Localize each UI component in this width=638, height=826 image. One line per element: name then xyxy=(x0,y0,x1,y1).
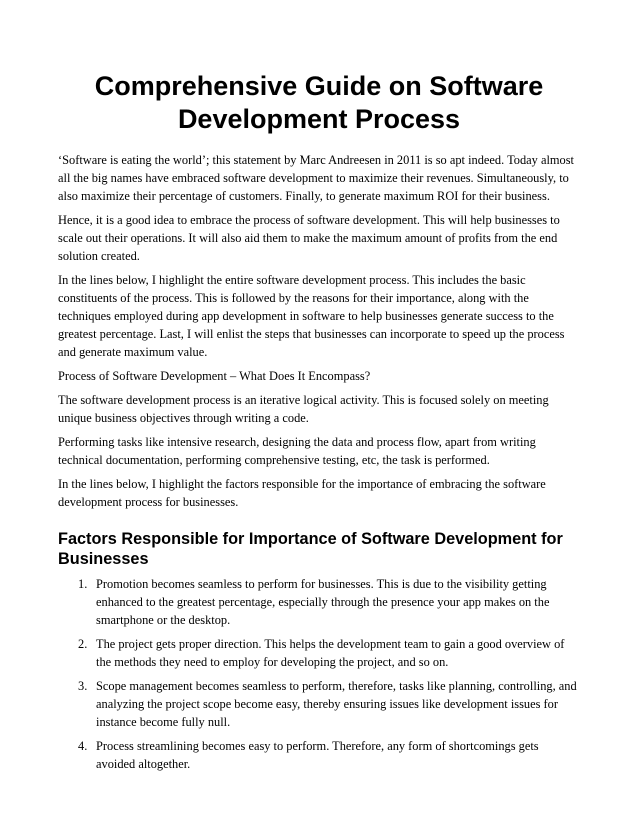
paragraph-definition: The software development process is an iterative logical activity. This is focused solely on meeting unique business objectives through writing a code. xyxy=(58,393,549,425)
list-item-text: The project gets proper direction. This helps the development team to gain a good overview of the methods they need to employ for developing the project, and so on. xyxy=(96,637,565,669)
paragraph-overview: In the lines below, I highlight the entire software development process. This includes the basic constituents of the process. This is followed by the reasons for their importance, along with the techniques employed during app development in software to help businesses generate success to the greatest percentage. Last, I will enlist the steps that businesses can incorporate to speed up the process and generate maximum value. xyxy=(58,273,565,359)
list-item xyxy=(78,575,580,629)
document-title: Comprehensive Guide on Software Development Process xyxy=(94,71,544,134)
paragraph-factors-intro: In the lines below, I highlight the factors responsible for the importance of embracing the software development process for businesses. xyxy=(58,477,546,509)
list-item xyxy=(78,635,580,671)
list-item-number: 1. xyxy=(78,577,88,591)
section-heading: Factors Responsible for Importance of Software Development for Businesses xyxy=(58,530,563,568)
list-item xyxy=(78,737,580,773)
paragraph-intro: ‘Software is eating the world’; this statement by Marc Andreesen in 2011 is so apt indeed. Today almost all the big names have embraced software development to maximize their revenues. Simultaneously, to also maximize their percentage of customers. Finally, to generate maximum ROI for their business. xyxy=(58,153,574,203)
paragraph-subheading: Process of Software Development – What Does It Encompass? xyxy=(58,369,371,383)
list-item xyxy=(78,677,580,731)
list-item-text: Scope management becomes seamless to perform, therefore, tasks like planning, controlling, and analyzing the project scope become easy, thereby ensuring issues like development issues for instance become fully null. xyxy=(96,679,577,729)
list-item-text: Process streamlining becomes easy to perform. Therefore, any form of shortcomings gets avoided altogether. xyxy=(96,739,539,771)
paragraph-tasks: Performing tasks like intensive research, designing the data and process flow, apart from writing technical documentation, performing comprehensive testing, etc, the task is performed. xyxy=(58,435,536,467)
list-item-number: 4. xyxy=(78,739,88,753)
paragraph-hence: Hence, it is a good idea to embrace the process of software development. This will help businesses to scale out their operations. It will also aid them to make the maximum amount of profits from the end solution created. xyxy=(58,213,560,263)
list-item-number: 3. xyxy=(78,679,88,693)
list-item-number: 2. xyxy=(78,637,88,651)
list-item-text: Promotion becomes seamless to perform for businesses. This is due to the visibility getting enhanced to the greatest percentage, especially through the presence your app makes on the smartphone or the desktop. xyxy=(96,577,550,627)
factors-list xyxy=(58,575,580,773)
